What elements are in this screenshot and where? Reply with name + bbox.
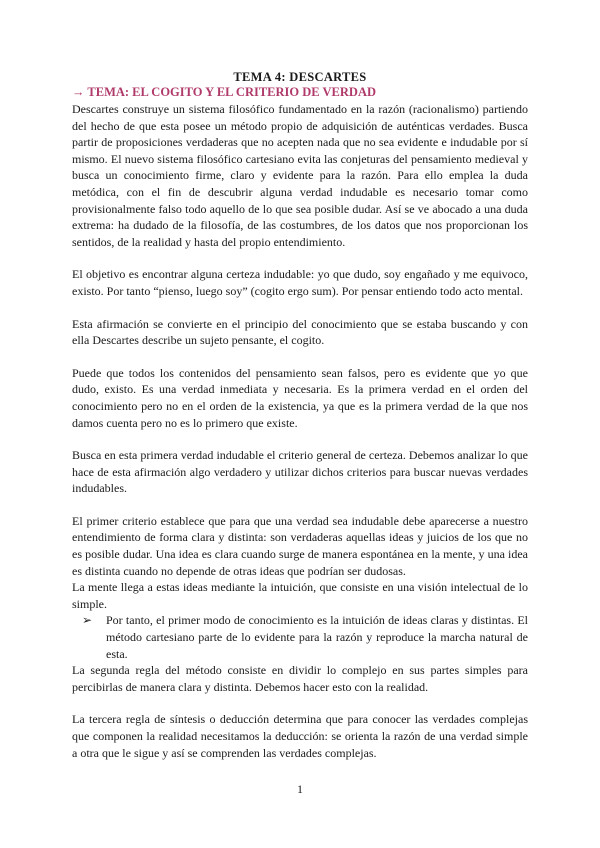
page-title: TEMA 4: DESCARTES xyxy=(233,70,367,84)
paragraph-principle: Esta afirmación se convierte en el principio del conocimiento que se estaba buscando y con ella Descartes describe un sujeto pensante, el cogito. xyxy=(72,316,528,348)
paragraph-second-rule: La segunda regla del método consiste en dividir lo complejo en sus partes simples para percibirlas de manera clara y distinta. Debemos hacer esto con la realidad. xyxy=(72,663,528,694)
bullet-item xyxy=(72,612,528,662)
paragraph-first-truth: Puede que todos los contenidos del pensamiento sean falsos, pero es evidente que yo que dudo, existo. Es una verdad inmediata y necesaria. Es la primera verdad en el orden del conocimiento pero no en el orden de la existencia, ya que es la primera verdad de la que nos damos cuenta pero no es lo primero que existe. xyxy=(72,365,528,430)
paragraph-first-criterion: El primer criterio establece que para que una verdad sea indudable debe aparecerse a nuestro entendimiento de forma clara y distinta: son verdaderas aquellas ideas y juicios de los que no es posible dudar. Una idea es clara cuando surge de manera espontánea en la mente, y una idea es distinta cuando no depende de otras ideas que podrían ser dudosas. xyxy=(72,513,528,578)
paragraph-intro: Descartes construye un sistema filosófico fundamentado en la razón (racionalismo) partiendo del hecho de que esta posee un método propio de adquisición de auténticas verdades. Busca partir de proposiciones verdaderas que no acepten nada que no sea evidente e indudable por sí mismo. El nuevo sistema filosófico cartesiano evita las conjeturas del pensamiento medieval y busca un conocimiento firme, claro y evidente para la razón. Para ello emplea la duda metódica, con el fin de descubrir alguna verdad indudable es necesario tomar como provisionalmente falso todo aquello de lo que sea posible dudar. Así se ve abocado a una duda extrema: ha dudado de la filosofía, de las costumbres, de los datos que nos proporcionan los sentidos, de la realidad y hasta del propio entendimiento. xyxy=(72,102,528,249)
paragraph-third-rule: La tercera regla de síntesis o deducción determina que para conocer las verdades complejas que componen la realidad necesitamos la deducción: se orienta la razón de una verdad simple a otra que le sigue y así se comprenden las verdades complejas. xyxy=(72,712,528,760)
paragraph-intuition: La mente llega a estas ideas mediante la intuición, que consiste en una visión intelectual de lo simple. xyxy=(72,580,528,611)
bullet-text: Por tanto, el primer modo de conocimiento es la intuición de ideas claras y distintas. El método cartesiano parte de lo evidente para la razón y reproduce la marcha natural de esta. xyxy=(106,613,528,661)
paragraph-objective: El objetivo es encontrar alguna certeza indudable: yo que dudo, soy engañado y me equivoco, existo. Por tanto “pienso, luego soy” (cogito ergo sum). Por pensar entiendo todo acto mental. xyxy=(72,267,528,298)
section-subtitle: → TEMA: EL COGITO Y EL CRITERIO DE VERDAD xyxy=(72,85,376,99)
bullet-arrow-icon: ➢ xyxy=(82,613,93,628)
page-number: 1 xyxy=(297,782,303,796)
paragraph-certainty: Busca en esta primera verdad indudable el criterio general de certeza. Debemos analizar lo que hace de esta afirmación algo verdadero y utilizar dichos criterios para buscar nuevas verdades indudables. xyxy=(72,448,528,496)
